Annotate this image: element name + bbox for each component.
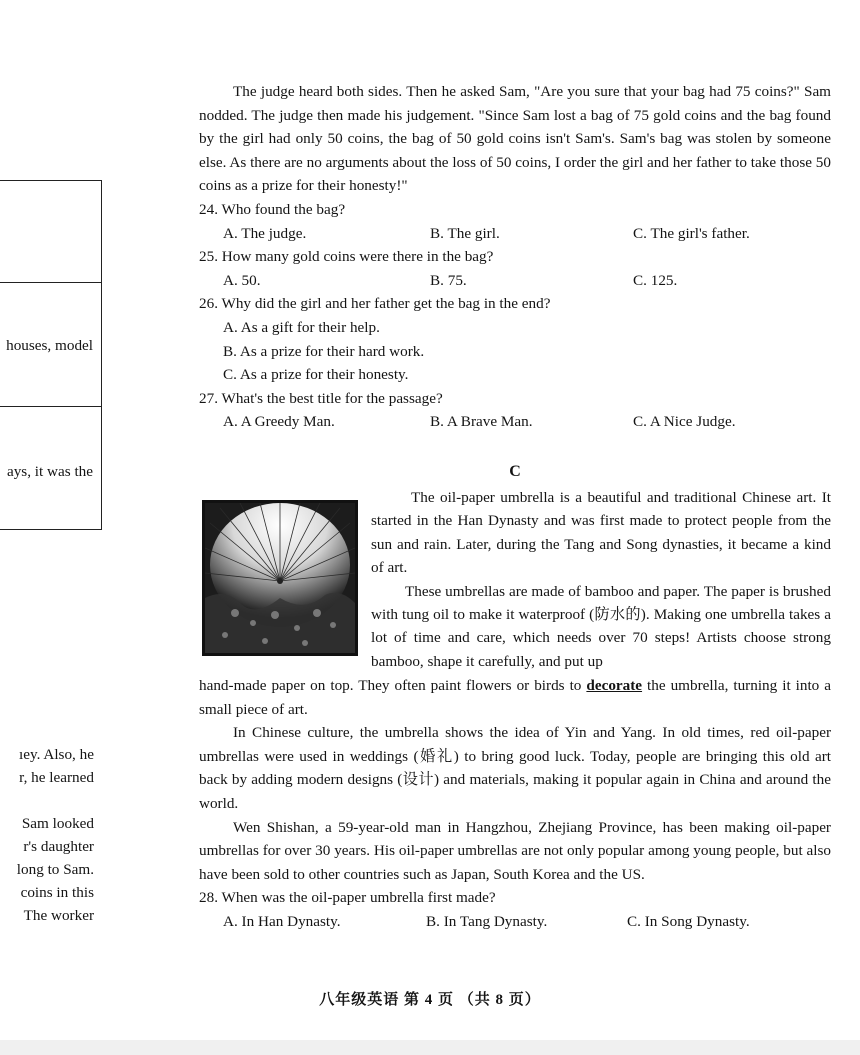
option-c[interactable]: C. 125. — [633, 271, 678, 289]
clipped-line: ıey. Also, he — [19, 746, 94, 763]
clipped-line — [0, 789, 94, 812]
umbrella-illustration — [202, 500, 358, 656]
option-b[interactable]: B. As a prize for their hard work. — [223, 342, 425, 360]
options-25 — [199, 269, 831, 293]
option-c[interactable]: C. A Nice Judge. — [633, 413, 736, 431]
clipped-line: coins in this — [20, 884, 94, 901]
option-c[interactable]: C. In Song Dynasty. — [627, 912, 750, 930]
question-24: 24. Who found the bag? — [199, 200, 346, 218]
question-27: 27. What's the best title for the passage? — [199, 389, 443, 407]
clipped-line: Sam looked — [21, 815, 94, 832]
left-clipped-box — [0, 407, 102, 530]
option-b[interactable]: B. 75. — [430, 271, 467, 289]
left-clipped-lines — [0, 743, 94, 927]
options-27 — [199, 410, 831, 434]
passage-paragraph: The oil-paper umbrella is a beautiful and traditional Chinese art. It started in the Han Dynasty and was first made to protect people from the sun and rain. Later, during the Tang and Song dynasties, it became a kind of art. — [371, 489, 831, 577]
underlined-word: decorate — [586, 677, 643, 694]
option-a[interactable]: A. A Greedy Man. — [223, 413, 335, 431]
passage-paragraph: The judge heard both sides. Then he asked Sam, "Are you sure that your bag had 75 coins?" Sam nodded. The judge then made his judgement. "Since Sam lost a bag of 75 gold coins and the bag found by the girl had only 50 coins, the bag of 50 gold coins isn't Sam's. Sam's bag was stolen by someone else. As there are no arguments about the loss of 50 coins, I order the girl and her father to take those 50 coins as a prize for their honesty!" — [199, 83, 831, 195]
option-a[interactable]: A. As a gift for their help. — [223, 318, 380, 336]
umbrella-image — [205, 503, 355, 653]
option-b[interactable]: B. In Tang Dynasty. — [426, 912, 548, 930]
option-c[interactable]: C. As a prize for their honesty. — [223, 366, 409, 384]
option-c[interactable]: C. The girl's father. — [633, 224, 750, 242]
scan-edge — [0, 1040, 860, 1055]
clipped-line: long to Sam. — [16, 861, 94, 878]
option-a[interactable]: A. The judge. — [223, 224, 307, 242]
question-28: 28. When was the oil-paper umbrella first made? — [199, 889, 496, 907]
clipped-line: r, he learned — [19, 769, 94, 786]
option-a[interactable]: A. 50. — [223, 271, 261, 289]
clipped-text: ays, it was the — [6, 464, 93, 480]
section-c-wrapped-text — [371, 486, 831, 673]
option-a[interactable]: A. In Han Dynasty. — [223, 912, 341, 930]
passage-b-block — [199, 80, 831, 434]
question-25: 25. How many gold coins were there in the bag? — [199, 248, 494, 266]
clipped-line: The worker — [23, 907, 94, 924]
page-footer: 八年级英语 第 4 页 （共 8 页） — [319, 992, 541, 1008]
left-clipped-box — [0, 180, 102, 283]
passage-paragraph: In Chinese culture, the umbrella shows the idea of Yin and Yang. In old times, red oil-paper umbrellas were used in weddings (婚礼) to bring good luck. Today, people are bringing this old art back by adding modern designs (设计) and materials, making it popular again in China and around the world. — [199, 724, 831, 812]
passage-paragraph: hand-made paper on top. They often paint flowers or birds to decorate the umbrella, turning it into a small piece of art. — [199, 677, 832, 718]
passage-paragraph: These umbrellas are made of bamboo and paper. The paper is brushed with tung oil to make it waterproof (防水的). Making one umbrella takes a lot of time and care, which needs over 70 steps! Artists choose strong bamboo, shape it carefully, and put up — [371, 582, 831, 670]
section-title: C — [509, 463, 521, 480]
left-clipped-box — [0, 283, 102, 407]
options-24 — [199, 222, 831, 246]
section-c-body — [199, 674, 831, 934]
question-26: 26. Why did the girl and her father get the bag in the end? — [199, 295, 551, 313]
options-28 — [199, 910, 831, 934]
clipped-text: houses, model — [6, 338, 93, 354]
option-b[interactable]: B. A Brave Man. — [430, 413, 533, 431]
passage-paragraph: Wen Shishan, a 59-year-old man in Hangzhou, Zhejiang Province, has been making oil-paper umbrellas for over 30 years. His oil-paper umbrellas are not only popular among young people, but also have been sold to other countries such as Japan, South Korea and the US. — [199, 818, 831, 883]
clipped-line: r's daughter — [23, 838, 94, 855]
option-b[interactable]: B. The girl. — [430, 224, 500, 242]
